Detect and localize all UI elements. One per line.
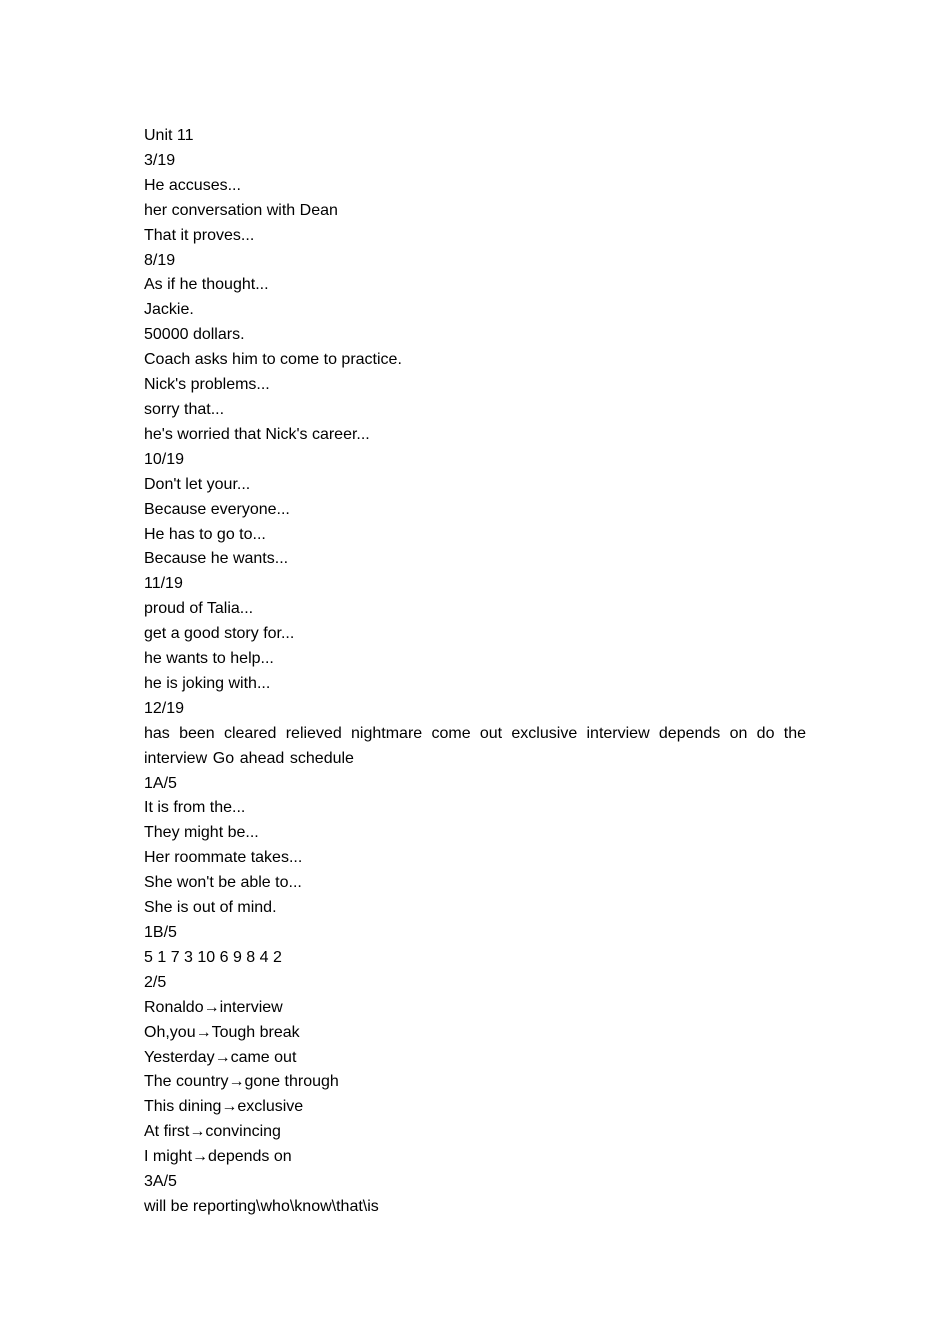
section-heading: 1A/5 [144, 774, 177, 792]
document-page [144, 124, 806, 1220]
answer-line: At first→convincing [144, 1123, 281, 1141]
answer-line: he is joking with... [144, 674, 271, 692]
answer-line: Don't let your... [144, 475, 251, 493]
answer-line: Oh,you→Tough break [144, 1023, 300, 1041]
answer-line: sorry that... [144, 400, 225, 418]
answer-line: She is out of mind. [144, 899, 277, 917]
answer-line: I might→depends on [144, 1148, 292, 1166]
answer-line: 5 1 7 3 10 6 9 8 4 2 [144, 948, 282, 966]
answer-line: This dining→exclusive [144, 1098, 304, 1116]
answer-line: Ronaldo→interview [144, 998, 283, 1016]
answer-line: He has to go to... [144, 525, 266, 543]
answer-line: As if he thought... [144, 276, 269, 294]
answer-line: Jackie. [144, 301, 194, 319]
section-heading: 2/5 [144, 973, 167, 991]
answer-line: Her roommate takes... [144, 849, 303, 867]
section-heading: 3/19 [144, 151, 176, 169]
answer-line: Because everyone... [144, 500, 290, 518]
answer-line: Because he wants... [144, 550, 289, 568]
document-title: Unit 11 [144, 127, 194, 144]
answer-line: That it proves... [144, 226, 255, 244]
answer-line: He accuses... [144, 176, 241, 194]
answer-line: her conversation with Dean [144, 201, 338, 219]
answer-line: get a good story for... [144, 625, 295, 643]
answer-line: Nick's problems... [144, 376, 270, 394]
answer-line: he's worried that Nick's career... [144, 425, 370, 443]
answer-line: he wants to help... [144, 650, 274, 668]
section-heading: 8/19 [144, 251, 176, 269]
answer-line: The country→gone through [144, 1073, 339, 1091]
answer-line: They might be... [144, 824, 259, 842]
answer-line: It is from the... [144, 799, 246, 817]
section-heading: 10/19 [144, 450, 185, 468]
answer-line: 50000 dollars. [144, 326, 245, 344]
answer-paragraph: has been cleared relieved nightmare come out exclusive interview depends on do the interview Go ahead schedule [144, 724, 806, 767]
answer-line: She won't be able to... [144, 874, 302, 892]
answer-line: proud of Talia... [144, 600, 254, 618]
section-heading: 12/19 [144, 699, 185, 717]
answer-line: Coach asks him to come to practice. [144, 351, 402, 369]
answer-line: Yesterday→came out [144, 1048, 297, 1066]
section-heading: 11/19 [144, 575, 183, 593]
section-heading: 1B/5 [144, 924, 177, 941]
section-heading: 3A/5 [144, 1173, 177, 1191]
answer-line: will be reporting\who\know\that\is [144, 1197, 379, 1215]
